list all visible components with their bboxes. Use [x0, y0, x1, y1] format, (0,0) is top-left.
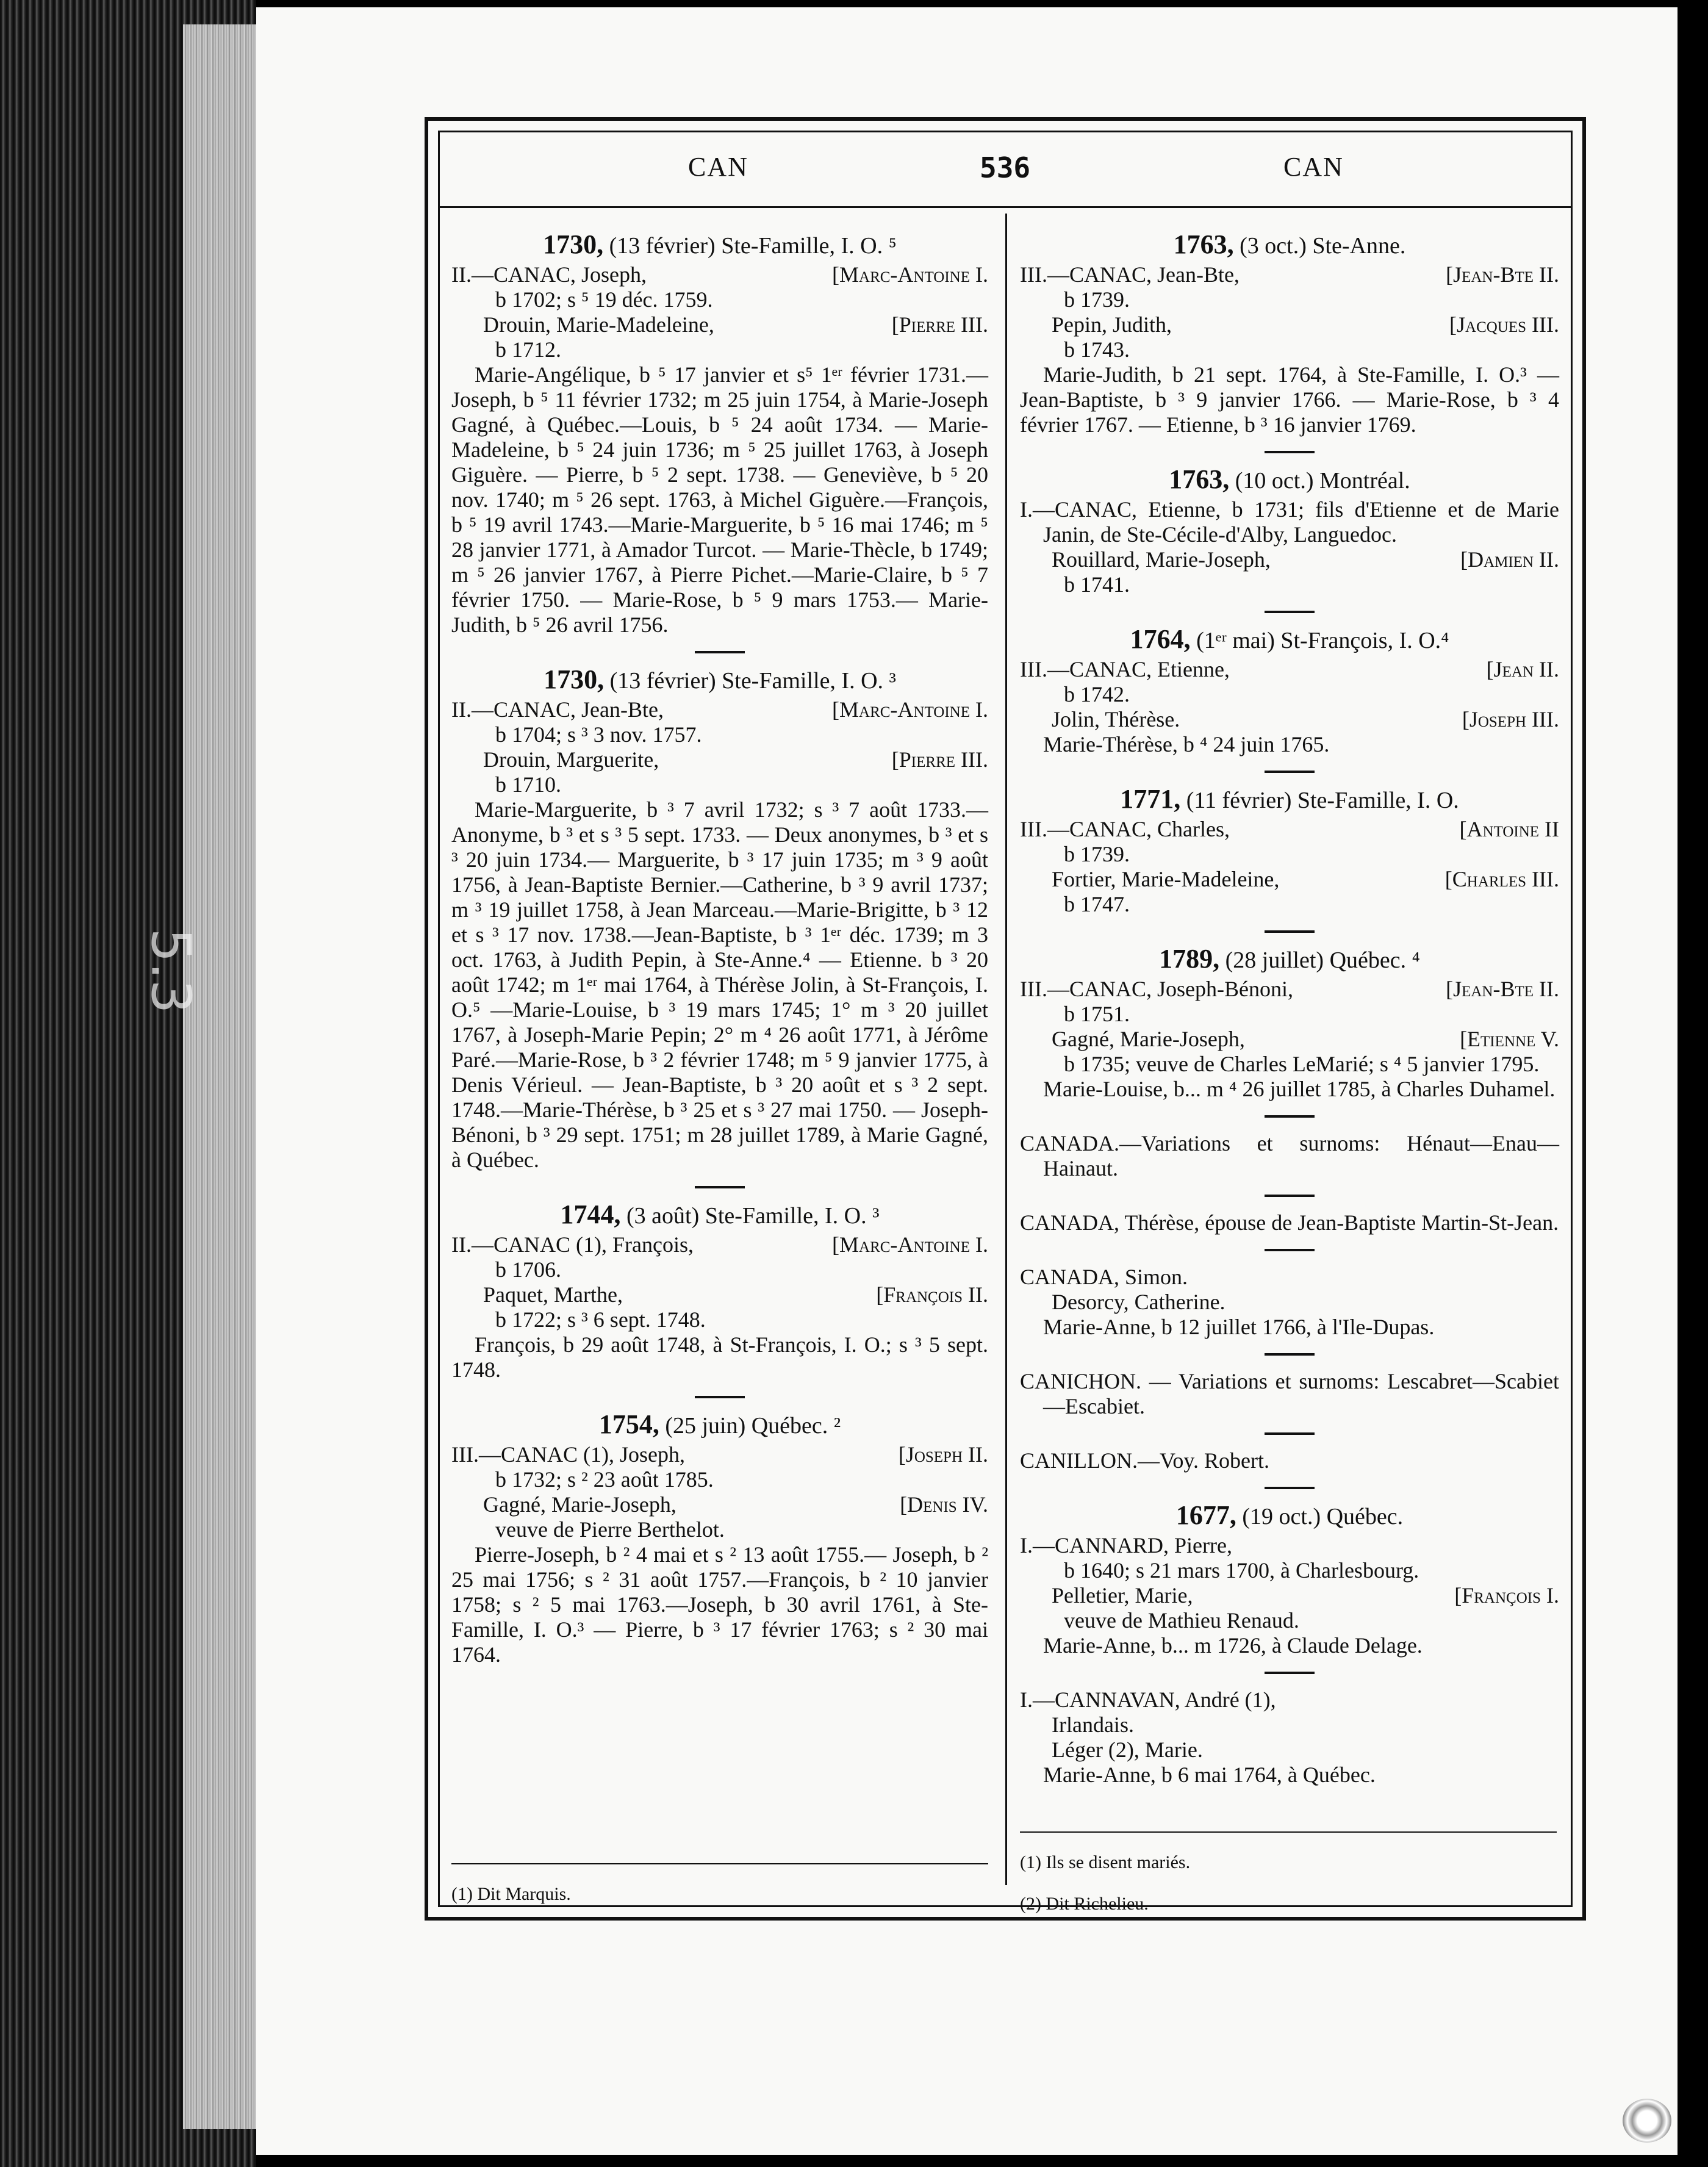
children-paragraph: Marie-Louise, b... m ⁴ 26 juillet 1785, à Charles Duhamel.	[1043, 1077, 1556, 1101]
children-paragraph: Marie-Anne, b... m 1726, à Claude Delage.	[1043, 1633, 1423, 1658]
person-name: II.—CANAC (1), François,	[451, 1232, 694, 1257]
entry-date-line	[1020, 229, 1559, 259]
parent-reference: [Jacques III.	[1449, 312, 1559, 337]
entry-date-place: (25 juin) Québec. ²	[665, 1413, 841, 1439]
person-name: Gagné, Marie-Joseph,	[483, 1492, 676, 1517]
entry-year: 1730,	[543, 229, 604, 259]
spouse-line	[1020, 707, 1559, 732]
parent-reference: [Jean-Bte II.	[1446, 262, 1559, 287]
entry-line: I.—CANNARD, Pierre,	[1020, 1533, 1232, 1558]
entry-year: 1763,	[1173, 229, 1234, 259]
person-line	[1020, 262, 1559, 287]
entry-date-line	[451, 1199, 988, 1229]
entry-date-place: (11 février) Ste-Famille, I. O.	[1186, 788, 1459, 813]
detail-line: b 1706.	[495, 1257, 561, 1282]
entry-line: CANILLON.—Voy. Robert.	[1020, 1448, 1269, 1473]
parent-reference: [Joseph III.	[1462, 707, 1559, 731]
section-separator	[1265, 930, 1315, 933]
spouse-line	[451, 1282, 988, 1307]
entry-date-line	[1020, 786, 1559, 813]
parent-reference: [François II.	[876, 1282, 988, 1307]
left-footnotes	[451, 1855, 988, 1924]
section-separator	[1265, 1353, 1315, 1356]
section-separator	[1265, 1115, 1315, 1118]
parent-reference: [Jean II.	[1486, 657, 1559, 681]
detail-line: b 1712.	[495, 337, 561, 362]
entry-subline: Irlandais.	[1052, 1712, 1134, 1737]
detail-line: b 1742.	[1064, 682, 1130, 706]
person-name: III.—CANAC (1), Joseph,	[451, 1442, 685, 1467]
section-separator	[1265, 1249, 1315, 1251]
person-name: Jolin, Thérèse.	[1052, 707, 1180, 731]
entry-date-place: (13 février) Ste-Famille, I. O. ⁵	[609, 233, 897, 259]
footnote-rule	[451, 1863, 988, 1864]
person-name: II.—CANAC, Joseph,	[451, 262, 647, 287]
detail-line: b 1640; s 21 mars 1700, à Charlesbourg.	[1064, 1558, 1419, 1583]
entry-date-place: (19 oct.) Québec.	[1242, 1504, 1404, 1529]
footnote: (1) Dit Marquis.	[451, 1884, 571, 1904]
detail-line: b 1702; s ⁵ 19 déc. 1759.	[495, 287, 713, 312]
spouse-line	[451, 1492, 988, 1517]
person-line	[451, 262, 988, 287]
entry-paragraph: CANADA.—Variations et surnoms: Hénaut—Enau—Hainaut.	[1020, 1131, 1559, 1181]
spouse-line	[1020, 1027, 1559, 1052]
entry-date-line	[451, 1409, 988, 1439]
detail-line: b 1722; s ³ 6 sept. 1748.	[495, 1307, 706, 1332]
margin-handwriting: 5.3	[139, 928, 203, 1014]
left-column	[451, 226, 988, 1667]
spouse-line	[451, 747, 988, 772]
entry-date-place: (13 février) Ste-Famille, I. O. ³	[609, 668, 896, 694]
section-separator	[1265, 1195, 1315, 1197]
entry-paragraph: CANADA, Thérèse, épouse de Jean-Baptiste Martin-St-Jean.	[1020, 1210, 1559, 1235]
person-name: III.—CANAC, Joseph-Bénoni,	[1020, 977, 1293, 1001]
detail-line: veuve de Pierre Berthelot.	[495, 1517, 725, 1542]
entry-year: 1771,	[1120, 784, 1181, 814]
children-paragraph: Marie-Thérèse, b ⁴ 24 juin 1765.	[1043, 732, 1330, 756]
detail-line: b 1732; s ² 23 août 1785.	[495, 1467, 714, 1492]
detail-line: b 1704; s ³ 3 nov. 1757.	[495, 722, 702, 747]
spouse-line	[1020, 867, 1559, 892]
entry-year: 1677,	[1175, 1500, 1236, 1530]
spouse-line	[1020, 547, 1559, 572]
footnote: (1) Ils se disent mariés.	[1020, 1852, 1191, 1872]
entry-date-line	[451, 664, 988, 694]
spouse-line	[451, 312, 988, 337]
parent-reference: [Etienne V.	[1460, 1027, 1559, 1051]
parent-reference: [Joseph II.	[898, 1442, 988, 1467]
detail-line: b 1751.	[1064, 1002, 1130, 1026]
spouse-line	[1020, 1583, 1559, 1608]
running-header	[438, 151, 1573, 194]
detail-line: b 1735; veuve de Charles LeMarié; s ⁴ 5 janvier 1795.	[1064, 1052, 1540, 1076]
section-separator	[1265, 1672, 1315, 1674]
entry-year: 1763,	[1169, 464, 1230, 494]
parent-reference: [Denis IV.	[900, 1492, 988, 1517]
children-paragraph: Marie-Anne, b 6 mai 1764, à Québec.	[1043, 1763, 1376, 1787]
detail-line: b 1739.	[1064, 842, 1130, 866]
person-name: III.—CANAC, Charles,	[1020, 817, 1230, 841]
entry-date-line	[1020, 464, 1559, 494]
entry-date-place: (28 juillet) Québec. ⁴	[1225, 947, 1420, 973]
parent-reference: [Charles III.	[1444, 867, 1559, 891]
ink-blot	[1623, 2099, 1671, 2143]
right-footnotes	[1020, 1823, 1557, 1934]
children-paragraph: Marie-Anne, b 12 juillet 1766, à l'Ile-Dupas.	[1043, 1315, 1435, 1339]
entry-line: I.—CANNAVAN, André (1),	[1020, 1687, 1276, 1712]
page-stack-edge	[183, 24, 268, 2129]
entry-date-line	[451, 229, 988, 259]
person-line	[1020, 977, 1559, 1002]
parent-reference: [Pierre III.	[891, 312, 988, 337]
section-separator	[695, 1396, 745, 1398]
section-separator	[1265, 451, 1315, 453]
person-name: III.—CANAC, Jean-Bte,	[1020, 262, 1240, 287]
detail-line: b 1747.	[1064, 892, 1130, 916]
person-name: Paquet, Marthe,	[483, 1282, 623, 1307]
children-paragraph: Pierre-Joseph, b ² 4 mai et s ² 13 août 1755.— Joseph, b ² 25 mai 1756; s ² 31 août 1757.—François, b ² 10 janvier 1758; s ² 5 mai 1763.—Joseph, b 30 avril 1761, à Ste-Famille, I. O.³ — Pierre, b ³ 17 février 1763; s ² 30 mai 1764.	[451, 1542, 988, 1667]
detail-line: b 1710.	[495, 772, 561, 797]
entry-subline: Léger (2), Marie.	[1052, 1738, 1203, 1762]
person-name: Rouillard, Marie-Joseph,	[1052, 547, 1271, 572]
entry-line: CANADA, Simon.	[1020, 1265, 1188, 1289]
person-line	[451, 1442, 988, 1467]
detail-line: veuve de Mathieu Renaud.	[1064, 1608, 1299, 1633]
person-name: Pepin, Judith,	[1052, 312, 1172, 337]
entry-year: 1754,	[598, 1409, 659, 1439]
parent-reference: [Marc-Antoine I.	[832, 262, 988, 287]
footnote-rule	[1020, 1831, 1557, 1833]
parent-reference: [Marc-Antoine I.	[832, 1232, 988, 1257]
section-separator	[1265, 1432, 1315, 1435]
person-name: Gagné, Marie-Joseph,	[1052, 1027, 1245, 1051]
entry-year: 1730,	[544, 664, 605, 694]
entry-date-place: (3 août) Ste-Famille, I. O. ³	[626, 1203, 880, 1229]
header-right: CAN	[1283, 152, 1344, 182]
entry-date-place: (1ᵉʳ mai) St-François, I. O.⁴	[1196, 628, 1449, 653]
right-column	[1020, 226, 1559, 1788]
entry-subline: Desorcy, Catherine.	[1052, 1290, 1225, 1314]
entry-date-line	[1020, 946, 1559, 973]
section-separator	[695, 1186, 745, 1188]
column-rule	[1005, 214, 1007, 1885]
person-name: Fortier, Marie-Madeleine,	[1052, 867, 1280, 891]
entry-date-place: (3 oct.) Ste-Anne.	[1240, 233, 1406, 259]
section-separator	[1265, 611, 1315, 613]
children-paragraph: Marie-Angélique, b ⁵ 17 janvier et s⁵ 1ᵉʳ février 1731.—Joseph, b ⁵ 11 février 1732; m 25 juin 1754, à Marie-Joseph Gagné, à Québec.—Louis, b ⁵ 24 août 1734. — Marie-Madeleine, b ⁵ 24 juin 1736; m ⁵ 25 juillet 1763, à Joseph Giguère. — Pierre, b ⁵ 2 sept. 1738. — Geneviève, b ⁵ 20 nov. 1740; m ⁵ 26 sept. 1763, à Michel Giguère.—François, b ⁵ 19 avril 1743.—Marie-Marguerite, b ⁵ 16 mai 1746; m ⁵ 28 janvier 1771, à Amador Turcot. — Marie-Thècle, b 1749; m ⁵ 26 janvier 1767, à Pierre Pichet.—Marie-Claire, b ⁵ 7 février 1750. — Marie-Rose, b ⁵ 9 mars 1753.— Marie-Judith, b ⁵ 26 avril 1756.	[451, 362, 988, 637]
entry-date-line	[1020, 624, 1559, 654]
header-rule	[438, 206, 1573, 208]
children-paragraph: François, b 29 août 1748, à St-François, I. O.; s ³ 5 sept. 1748.	[451, 1332, 988, 1382]
children-paragraph: Marie-Judith, b 21 sept. 1764, à Ste-Famille, I. O.³ — Jean-Baptiste, b ³ 9 janvier 1766. — Marie-Rose, b ³ 4 février 1767. — Etienne, b ³ 16 janvier 1769.	[1020, 362, 1559, 437]
person-name: II.—CANAC, Jean-Bte,	[451, 697, 664, 722]
section-separator	[1265, 1487, 1315, 1489]
person-name: III.—CANAC, Etienne,	[1020, 657, 1230, 681]
entry-year: 1764,	[1130, 624, 1191, 654]
parent-reference: [Antoine II	[1459, 817, 1559, 841]
parent-reference: [Jean-Bte II.	[1446, 977, 1559, 1001]
entry-paragraph: CANICHON. — Variations et surnoms: Lescabret—Scabiet—Escabiet.	[1020, 1369, 1559, 1418]
parent-reference: [Pierre III.	[891, 747, 988, 772]
detail-line: b 1743.	[1064, 337, 1130, 362]
person-line	[1020, 817, 1559, 842]
entry-date-place: (10 oct.) Montréal.	[1235, 468, 1410, 494]
parent-reference: [François I.	[1454, 1583, 1559, 1608]
footnote: (2) Dit Richelieu.	[1020, 1894, 1149, 1914]
entry-paragraph: I.—CANAC, Etienne, b 1731; fils d'Etienne et de Marie Janin, de Ste-Cécile-d'Alby, Languedoc.	[1020, 497, 1559, 547]
person-line	[451, 697, 988, 722]
entry-date-line	[1020, 1500, 1559, 1530]
detail-line: b 1741.	[1064, 572, 1130, 597]
person-name: Drouin, Marguerite,	[483, 747, 659, 772]
parent-reference: [Marc-Antoine I.	[832, 697, 988, 722]
person-name: Pelletier, Marie,	[1052, 1583, 1193, 1608]
person-name: Drouin, Marie-Madeleine,	[483, 312, 714, 337]
page-number: 536	[980, 151, 1031, 184]
spouse-line	[1020, 312, 1559, 337]
section-separator	[1265, 771, 1315, 773]
parent-reference: [Damien II.	[1460, 547, 1559, 572]
person-line	[1020, 657, 1559, 682]
entry-year: 1744,	[560, 1199, 621, 1229]
detail-line: b 1739.	[1064, 287, 1130, 312]
header-left: CAN	[688, 152, 748, 182]
section-separator	[695, 651, 745, 653]
children-paragraph: Marie-Marguerite, b ³ 7 avril 1732; s ³ 7 août 1733.—Anonyme, b ³ et s ³ 5 sept. 1733. — Deux anonymes, b ³ et s ³ 20 juin 1734.— Marguerite, b ³ 17 juin 1735; m ³ 9 août 1756, à Jean-Baptiste Bernier.—Catherine, b ³ 9 avril 1737; m ³ 19 juillet 1758, à Jean Marceau.—Marie-Brigitte, b ³ 12 et s ³ 17 nov. 1738.—Jean-Baptiste, b ³ 1ᵉʳ déc. 1739; m 3 oct. 1763, à Judith Pepin, à Ste-Anne.⁴ — Etienne. b ³ 20 août 1742; m 1ᵉʳ mai 1764, à Thérèse Jolin, à St-François, I. O.⁵ —Marie-Louise, b ³ 19 mars 1745; 1° m ³ 20 juillet 1767, à Joseph-Marie Pepin; 2° m ⁴ 26 août 1771, à Jérôme Paré.—Marie-Rose, b ³ 2 février 1748; m ⁵ 9 janvier 1775, à Denis Vérieul. — Jean-Baptiste, b ³ 20 août et s ³ 2 sept. 1748.—Marie-Thérèse, b ³ 25 et s ³ 27 mai 1750. — Joseph-Bénoni, b ³ 29 sept. 1751; m 28 juillet 1789, à Marie Gagné, à Québec.	[451, 797, 988, 1172]
entry-year: 1789,	[1159, 944, 1220, 974]
person-line	[451, 1232, 988, 1257]
